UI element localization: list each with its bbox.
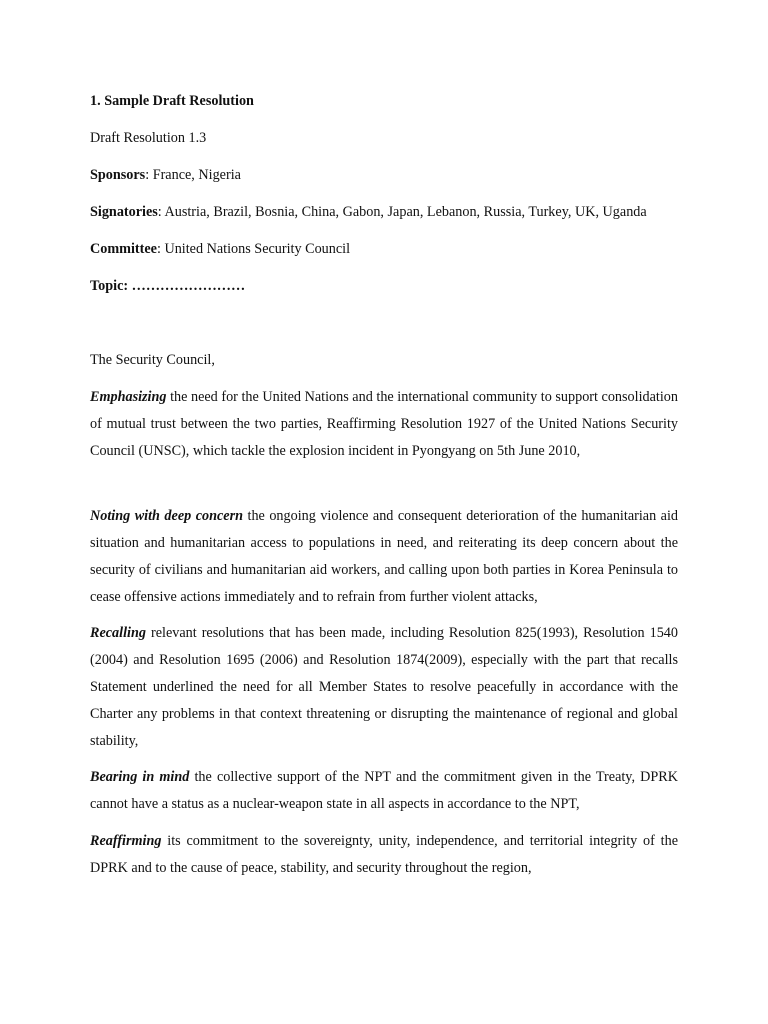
clause-text: its commitment to the sovereignty, unity, independence, and territorial integrity of the DPRK and to the cause of peace, stability, and security throughout the region, <box>90 833 678 876</box>
preamble-clause-noting <box>90 503 678 611</box>
preamble-clause-recalling <box>90 620 678 755</box>
topic-label: Topic: <box>90 278 129 294</box>
clause-lead: Recalling <box>90 625 146 641</box>
committee-label: Committee <box>90 241 157 257</box>
sponsors-line <box>90 165 241 185</box>
signatories-label: Signatories <box>90 204 158 220</box>
signatories-line <box>90 202 647 222</box>
clause-text: the ongoing violence and consequent deterioration of the humanitarian aid situation and humanitarian access to populations in need, and reiterating its deep concern about the security of civilians and humanitarian aid workers, and calling upon both parties in Korea Peninsula to cease offensive actions immediately and to refrain from further violent attacks, <box>90 508 678 605</box>
topic-line <box>90 276 245 296</box>
document-heading: 1. Sample Draft Resolution <box>90 93 254 109</box>
topic-value: …………………… <box>128 278 246 294</box>
sponsors-label: Sponsors <box>90 167 146 183</box>
preamble-clause-emphasizing <box>90 384 678 465</box>
sponsors-value: : France, Nigeria <box>145 167 241 183</box>
committee-value: : United Nations Security Council <box>156 241 351 257</box>
clause-lead: Bearing in mind <box>90 769 190 785</box>
opening-phrase: The Security Council, <box>90 352 215 368</box>
clause-text: the collective support of the NPT and the commitment given in the Treaty, DPRK cannot have a status as a nuclear-weapon state in all aspects in accordance to the NPT, <box>90 769 678 812</box>
committee-line <box>90 239 350 259</box>
clause-lead: Emphasizing <box>90 389 167 405</box>
preamble-clause-reaffirming <box>90 828 678 882</box>
clause-lead: Reaffirming <box>90 833 162 849</box>
resolution-number: Draft Resolution 1.3 <box>90 130 207 146</box>
preamble-clause-bearing-in-mind <box>90 764 678 818</box>
clause-text: the need for the United Nations and the international community to support consolidation of mutual trust between the two parties, Reaffirming Resolution 1927 of the United Nations Security Council (UNSC), which tackle the explosion incident in Pyongyang on 5th June 2010, <box>90 389 678 459</box>
clause-text: relevant resolutions that has been made, including Resolution 825(1993), Resolution 1540 (2004) and Resolution 1695 (2006) and Resolution 1874(2009), especially with the part that recalls Statement underlined the need for all Member States to resolve peacefully in accordance with the Charter any problems in that context threatening or disrupting the maintenance of regional and global stability, <box>90 625 678 749</box>
signatories-value: : Austria, Brazil, Bosnia, China, Gabon, Japan, Lebanon, Russia, Turkey, UK, Uganda <box>157 204 647 220</box>
clause-lead: Noting with deep concern <box>90 508 244 524</box>
